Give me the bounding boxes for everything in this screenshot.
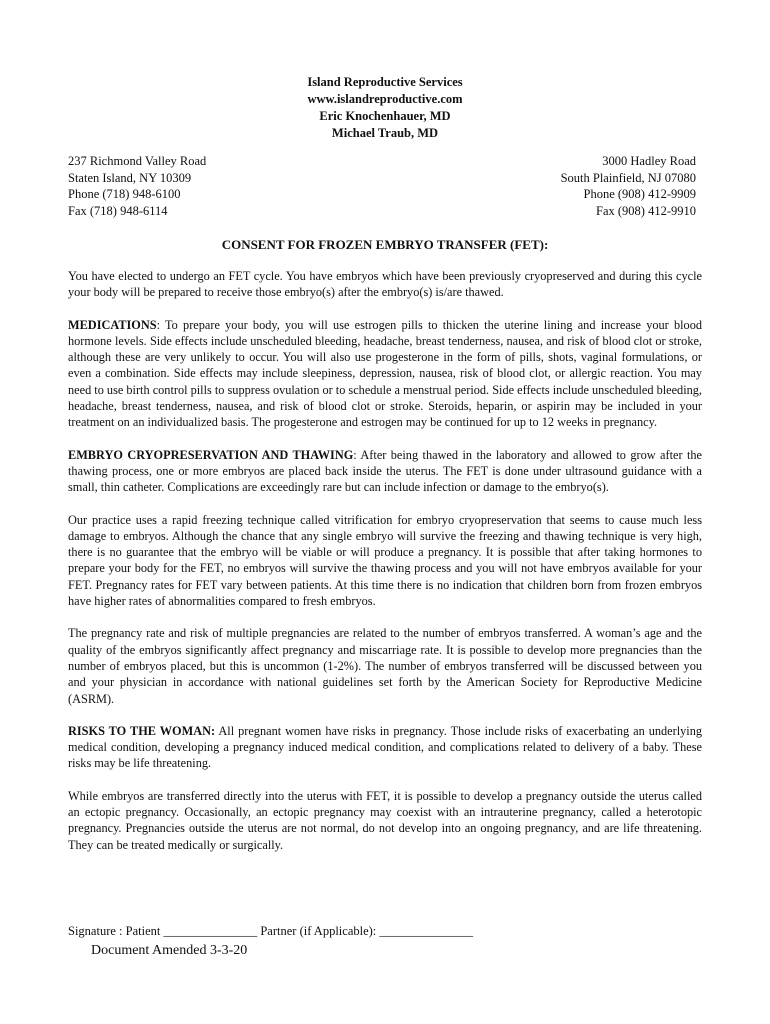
doctor-name: Michael Traub, MD (331, 126, 439, 140)
paragraph-text: : After being thawed in the laboratory and allowed to grow after the thawing process, one or more embryos are placed back inside the uterus. The FET is done under ultrasound guidance with a small, thin catheter. Complications are exceedingly rare but can include infection or damage to the embryo(s). (68, 447, 702, 495)
phone: Phone (908) 412-9909 (583, 187, 696, 201)
paragraph-text: All pregnant women have risks in pregnancy. Those include risks of exacerbating an underlying medical condition, developing a pregnancy induced medical condition, and complications related to delivery of a baby. These risks may be life threatening. (68, 723, 702, 771)
street: 237 Richmond Valley Road (68, 154, 207, 168)
org-name: Island Reproductive Services (307, 75, 463, 89)
vitrification-paragraph: Our practice uses a rapid freezing technique called vitrification for embryo cryopreservation that seems to cause much less damage to embryos. Although the chance that any single embryo will survive the freezing and thawing technique is very high, there is no guarantee that the embryo will be viable or will produce a pregnancy. It is possible that after taking hormones to prepare your body for the FET, no embryos will survive the thawing process and you will not have embryos available for your FET. Pregnancy rates for FET vary between patients. At this time there is no indication that children born from frozen embryos have higher rates of abnormalities compared to fresh embryos. (68, 512, 702, 609)
ectopic-paragraph: While embryos are transferred directly into the uterus with FET, it is possible to develop a pregnancy outside the uterus called an ectopic pregnancy. Occasionally, an ectopic pregnancy may coexist with an intrauterine pregnancy, called a heterotopic pregnancy. Pregnancies outside the uterus are not normal, do not develop into an ongoing pregnancy, and are life threatening. They can be treated medically or surgically. (68, 788, 702, 852)
letterhead (0, 74, 770, 142)
document-title: CONSENT FOR FROZEN EMBRYO TRANSFER (FET): (221, 237, 549, 252)
street: 3000 Hadley Road (602, 154, 696, 168)
medications-paragraph (68, 317, 702, 431)
section-heading: EMBRYO CRYOPRESERVATION AND THAWING (68, 447, 354, 462)
doctor-name: Eric Knochenhauer, MD (319, 109, 451, 123)
section-heading: RISKS TO THE WOMAN: (68, 723, 216, 738)
office-address-south-plainfield (561, 153, 696, 219)
fax: Fax (908) 412-9910 (596, 203, 696, 218)
pregnancy-rate-paragraph: The pregnancy rate and risk of multiple pregnancies are related to the number of embryos transferred. A woman’s age and the quality of the embryos significantly affect pregnancy and miscarriage rate. It is possible to develop more pregnancies than the number of embryos placed, but this is uncommon (1-2%). The number of embryos transferred will be discussed between you and your physician in accordance with national guidelines set forth by the American Society for Reproductive Medicine (ASRM). (68, 626, 702, 706)
website: www.islandreproductive.com (307, 92, 463, 106)
embryo-paragraph (68, 447, 702, 496)
city: Staten Island, NY 10309 (68, 170, 192, 185)
office-address-staten-island (68, 153, 206, 219)
document-amended-footer: Document Amended 3-3-20 (91, 943, 248, 958)
section-heading: MEDICATIONS (68, 317, 157, 332)
signature-line: Signature : Patient _______________ Partner (if Applicable): _______________ (68, 924, 474, 938)
phone: Phone (718) 948-6100 (68, 187, 181, 201)
risks-paragraph (68, 723, 702, 772)
fax: Fax (718) 948-6114 (68, 203, 168, 218)
document-body (68, 268, 702, 869)
city: South Plainfield, NJ 07080 (560, 170, 696, 185)
paragraph-text: : To prepare your body, you will use estrogen pills to thicken the uterine lining and increase your blood hormone levels. Side effects include unscheduled bleeding, headache, breast tenderness, nausea, and risk of blood clot or stroke, although these are very unlikely to occur. You will also use progesterone in the form of pills, shots, vaginal formulations, or even a combination. Side effects may include sleepiness, depression, nausea, risk of blood clot, or allergic reaction. You may need to use birth control pills to suppress ovulation or to schedule a menstrual period. Side effects include unscheduled bleeding, headache, breast tenderness, nausea, and risk of blood clot or stroke. Steroids, heparin, or aspirin may be included in your treatment on an individualized basis. The progesterone and estrogen may be continued for up to 12 weeks in pregnancy. (68, 317, 702, 430)
intro-paragraph: You have elected to undergo an FET cycle. You have embryos which have been previously cryopreserved and during this cycle your body will be prepared to receive those embryo(s) after the embryo(s) is/are thawed. (68, 269, 702, 300)
